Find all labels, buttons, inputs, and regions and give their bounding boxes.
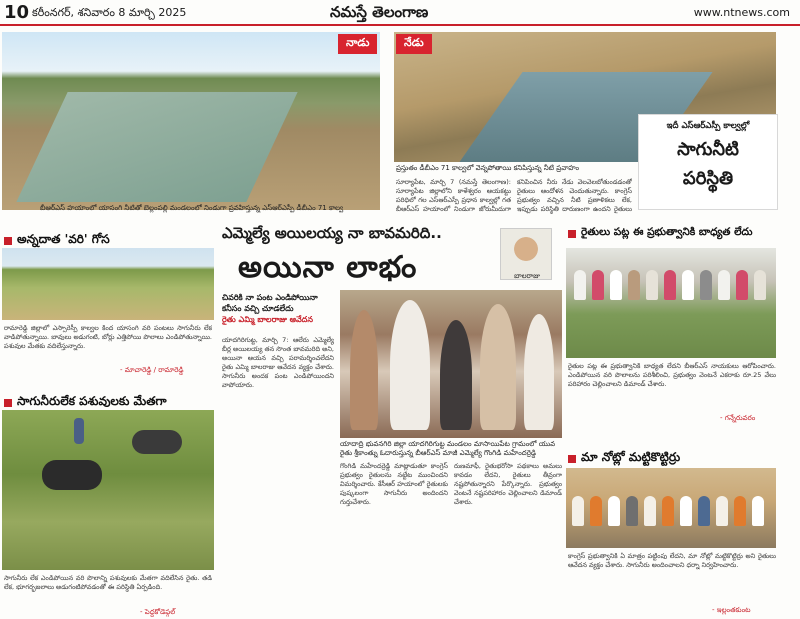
deck-line-3: రైతు ఎమ్మి బాలరాజు ఆవేదన [222, 315, 313, 324]
bullet-icon [4, 237, 12, 245]
buffalo-field-photo [2, 410, 214, 570]
group-heading [568, 450, 680, 467]
farmers-heading [568, 226, 778, 241]
tag-then: నాడు [338, 34, 377, 54]
annadata-heading [4, 232, 110, 249]
cattle-heading [4, 394, 167, 411]
inset-small-text: ఇదీ ఎస్ఆర్ఎస్పీ కాల్వల్లో [666, 121, 750, 131]
cattle-body: సాగునీరు లేక ఎండిపోయిన వరి పొలాన్ని పశువులకు మేతగా వదిలేసిన రైతు. తడి లేక, భూగర్భజలాలు అడుగంటిపోవడంతో ఈ పరిస్థితి ఏర్పడింది. [4, 574, 212, 591]
main-photo-caption: యాదాద్రి భువనగిరి జిల్లా యాదగిరిగుట్ట మండలం మాసాయిపేట గ్రామంలో యువ రైతు శ్రీకాంత్ను ఓదారుస్తున్న బీఆర్ఎస్ మాజీ ఎమ్మెల్యే గొంగిడి మహేందర్రెడ్డి [340, 440, 556, 457]
inset-big-text-2: పరిస్థితి [682, 168, 734, 189]
farmers-heading-text: రైతులు పట్ల ఈ ప్రభుత్వానికి బాధ్యత లేదు [581, 226, 753, 238]
cattle-credit: - పెద్దకోడెప్గల్ [140, 608, 176, 616]
main-body-right: రుణమాఫీ, రైతుభరోసా పథకాలు అమలు కావడం లేదని, రైతులు తీవ్రంగా నష్టపోతున్నారని పేర్కొన్నారు. ప్రభుత్వం వెంటనే నష్టపరిహారం చెల్లించాలని డిమాండ్ చేశారు. [454, 462, 562, 506]
deck-line-1: చివరికి నా పంట ఎండిపోయినా [222, 293, 318, 302]
main-body-mid: గొంగిడి మహేందర్రెడ్డి మాట్లాడుతూ కాంగ్రెస్ ప్రభుత్వం రైతులను నట్టేట ముంచిందని విమర్శించారు. కేసీఆర్ హయాంలో రైతులకు పుష్కలంగా సాగునీరు అందిందని గుర్తుచేశారు. [340, 462, 448, 506]
annadata-credit: - మాచారెడ్డి / రామారెడ్డి [120, 366, 184, 374]
group-credit: - ఇల్లంతకుంట [712, 606, 751, 614]
group-body: కాంగ్రెస్ ప్రభుత్వానికి ఏ మాత్రం పట్టింపు లేదని, మా నోట్లో మట్టికొట్టిర్రు అని రైతులు ఆవేదన వ్యక్తం చేశారు. సాగునీరు అందించాలని ధర్నా నిర్వహించారు. [568, 552, 776, 569]
cattle-grazing-field-photo [2, 248, 214, 320]
website-url[interactable]: www.ntnews.com [693, 6, 790, 19]
annadata-body: రామారెడ్డి జిల్లాలో ఎస్సారెస్పీ కాల్వల కింద యాసంగి వరి పంటలు సాగునీరు లేక వాడిపోతున్నాయి. బావులు అడుగంటి, బోర్లు ఎత్తిపోయి పొలాలు ఎండిపోతున్నాయి. పశువుల మేతకు వదిలేస్తున్నారు. [4, 324, 212, 350]
date-line: కరీంనగర్, శనివారం 8 మార్చి 2025 [32, 6, 187, 19]
bullet-icon [4, 399, 12, 407]
annadata-heading-text: అన్నదాత 'వరి' గోస [17, 232, 110, 246]
protest-group-photo [566, 468, 776, 548]
bullet-icon [568, 455, 576, 463]
farmers-credit: - గన్నేరువరం [720, 414, 756, 422]
inset-headline-box [638, 114, 778, 210]
main-headline-line-1: ఎమ్మెల్యే అయిలయ్య నా బావమరిది.. [222, 224, 442, 242]
caption-left: బీఆర్ఎస్ హయాంలో యాసంగి నీటితో బెల్లంపల్లి మండలంలో నిండుగా ప్రవహిస్తున్న ఎస్ఆర్ఎస్పీ డీబీఎం 71 కాల్వ [40, 204, 344, 212]
farmers-inspecting-crop-photo [566, 248, 776, 358]
top-story-body: సూర్యాపేట, మార్చి 7 (నమస్తే తెలంగాణ): సూర్యాపేట జిల్లాలోని కాళేశ్వరం ఆయకట్టు పరిధిలో గల ఎస్ఆర్ఎస్పీ ప్రధాన కాల్వల్లో గత బీఆర్ఎస్ హయాంలో నిండుగా జోరుమీదుగా కనిపించిన నీరు నేడు వెలవెలబోతుండడంతో రైతులు ఆందోళన చెందుతున్నారు. కాంగ్రెస్ ప్రభుత్వం వచ్చిన నీటి ప్రణాళికలు లేక, ఇప్పుడు పరిస్థితి దారుణంగా ఉందని రైతులు [396, 178, 632, 213]
portrait-label: బాలరాజు [514, 272, 540, 280]
farmer-consolation-photo [340, 290, 562, 438]
farmers-body: రైతుల పట్ల ఈ ప్రభుత్వానికి బాధ్యత లేదని బీఆర్ఎస్ నాయకులు ఆరోపించారు. ఎండిపోయిన వరి పొలాలను పరిశీలించి, ప్రభుత్వం వెంటనే ఎకరాకు రూ.25 వేలు పరిహారం చెల్లించాలని డిమాండ్ చేశారు. [568, 362, 776, 388]
masthead [0, 0, 800, 26]
caption-right: ప్రస్తుతం డీబీఎం 71 కాల్వలో వెన్నపోతాయి కనిపిస్తున్న నీటి ప్రవాహం [396, 164, 580, 172]
canal-then-photo [2, 32, 380, 210]
page-number: 10 [4, 2, 30, 23]
main-headline-line-2: అయినా లాభం [238, 250, 418, 285]
main-body-left: యాదగిరిగుట్ట, మార్చి 7: ఆలేరు ఎమ్మెల్యే బీర్ల అయిలయ్య తన సొంత బావమరిది అని, అయినా ఆయన వచ్చి పరామర్శించలేదని రైతు ఎమ్మి బాలరాజు ఆవేదన వ్యక్తం చేశారు. సాగునీరు అందక పంట ఎండిపోయిందని వాపోయారు. [222, 336, 334, 389]
newspaper-brand: నమస్తే తెలంగాణ [330, 3, 429, 21]
story-deck [222, 292, 334, 332]
bullet-icon [568, 230, 576, 238]
cattle-heading-text: సాగునీరులేక పశువులకు మేతగా [17, 394, 167, 408]
tag-now: నేడు [396, 34, 432, 54]
group-heading-text: మా నోట్లో మట్టికొట్టిర్రు [581, 450, 681, 464]
inset-big-text-1: సాగునీటి [677, 139, 739, 160]
deck-line-2: కనీసం వచ్చి చూడలేదు [222, 304, 294, 313]
